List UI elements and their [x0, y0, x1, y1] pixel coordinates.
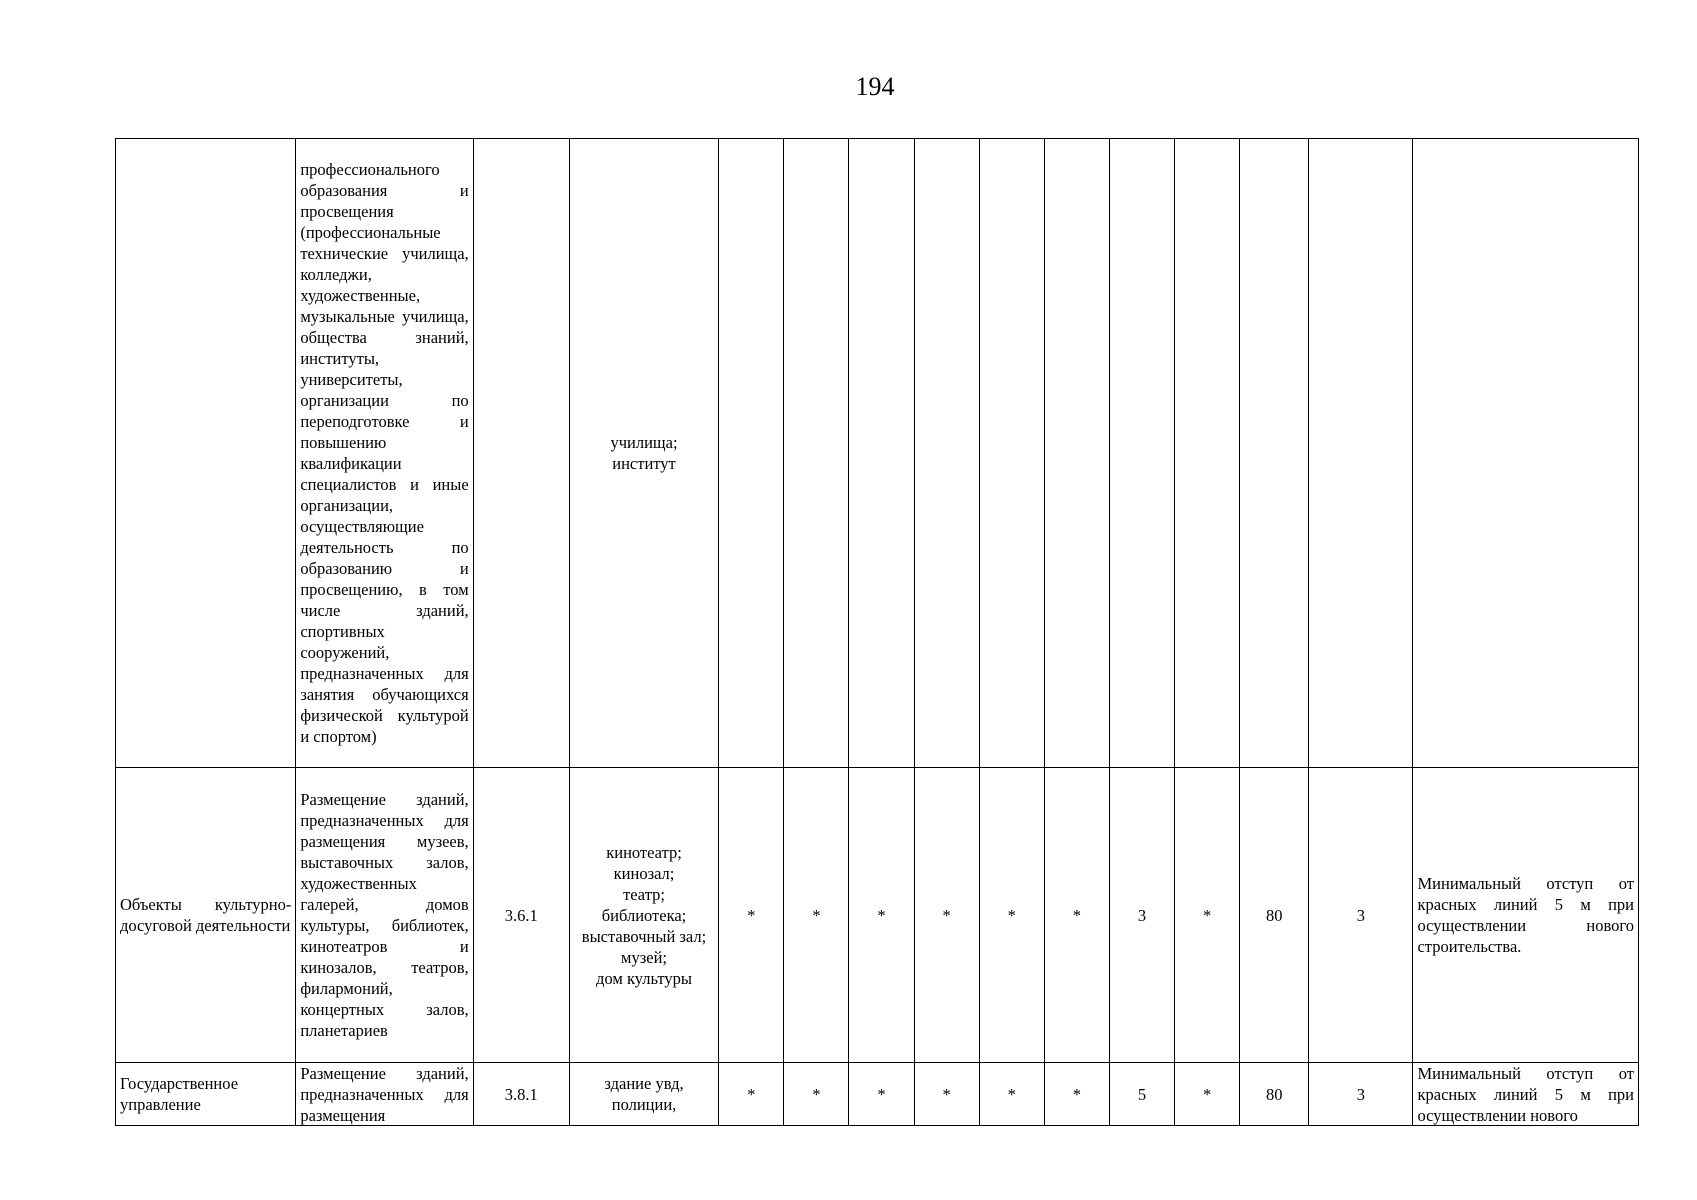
parameter-cell: [914, 139, 979, 768]
land-use-name-text: Государственное управление: [120, 1074, 239, 1114]
land-use-code-cell: 3.8.1: [473, 1063, 569, 1126]
parameter-cell: [719, 139, 784, 768]
permitted-objects-cell: кинотеатр; кинозал; театр; библиотека; выставочный зал; музей; дом культуры: [569, 768, 718, 1063]
parameter-cell: *: [784, 768, 849, 1063]
land-use-name-cell: [116, 139, 296, 768]
permitted-objects-cell: здание увд, полиции,: [569, 1063, 718, 1126]
parameter-cell: 80: [1240, 1063, 1309, 1126]
note-cell: Минимальный отступ от красных линий 5 м при осуществлении нового строительства.: [1413, 768, 1639, 1063]
parameter-cell: 3: [1109, 768, 1174, 1063]
parameter-cell: 80: [1240, 768, 1309, 1063]
parameter-cell: *: [719, 1063, 784, 1126]
parameter-cell: *: [719, 768, 784, 1063]
land-use-name-cell: Объекты культурно-досуговой деятельности: [116, 768, 296, 1063]
parameter-cell: *: [1175, 1063, 1240, 1126]
parameter-cell: [979, 139, 1044, 768]
parameter-cell: 3: [1309, 1063, 1413, 1126]
land-use-description-cell: [296, 1063, 473, 1126]
note-text: Минимальный отступ от красных линий 5 м при осуществлении нового: [1417, 1064, 1634, 1125]
permitted-objects-cell: училища; институт: [569, 139, 718, 768]
parameter-cell: *: [914, 1063, 979, 1126]
parameter-cell: *: [1044, 768, 1109, 1063]
land-use-name-cell: [116, 1063, 296, 1126]
parameter-cell: *: [849, 1063, 914, 1126]
parameter-cell: *: [784, 1063, 849, 1126]
parameter-cell: *: [1175, 768, 1240, 1063]
land-use-description-cell: Размещение зданий, предназначенных для размещения музеев, выставочных залов, художественных галерей, домов культуры, библиотек, кинотеатров и кинозалов, театров, филармоний, концертных залов, планетариев: [296, 768, 473, 1063]
zoning-regulations-table: [115, 138, 1639, 1126]
parameter-cell: *: [849, 768, 914, 1063]
land-use-code-cell: [473, 139, 569, 768]
table-row: [116, 768, 1639, 1063]
parameter-cell: 3: [1309, 768, 1413, 1063]
parameter-cell: [1309, 139, 1413, 768]
land-use-description-text: Размещение зданий, предназначенных для размещения: [300, 1064, 469, 1125]
parameter-cell: [784, 139, 849, 768]
parameter-cell: *: [979, 768, 1044, 1063]
note-cell: [1413, 139, 1639, 768]
parameter-cell: *: [1044, 1063, 1109, 1126]
parameter-cell: [1175, 139, 1240, 768]
parameter-cell: [849, 139, 914, 768]
parameter-cell: *: [979, 1063, 1044, 1126]
note-cell: [1413, 1063, 1639, 1126]
table-row: [116, 1063, 1639, 1126]
parameter-cell: [1109, 139, 1174, 768]
land-use-description-cell: профессионального образования и просвещения (профессиональные технические училища, колледжи, художественные, музыкальные училища, общества знаний, институты, университеты, организации по переподготовке и повышению квалификации специалистов и иные организации, осуществляющие деятельность по образованию и просвещению, в том числе зданий, спортивных сооружений, предназначенных для занятия обучающихся физической культурой и спортом): [296, 139, 473, 768]
parameter-cell: [1240, 139, 1309, 768]
land-use-code-cell: 3.6.1: [473, 768, 569, 1063]
parameter-cell: 5: [1109, 1063, 1174, 1126]
page-number: 194: [855, 72, 895, 101]
parameter-cell: *: [914, 768, 979, 1063]
parameter-cell: [1044, 139, 1109, 768]
table-row: [116, 139, 1639, 768]
